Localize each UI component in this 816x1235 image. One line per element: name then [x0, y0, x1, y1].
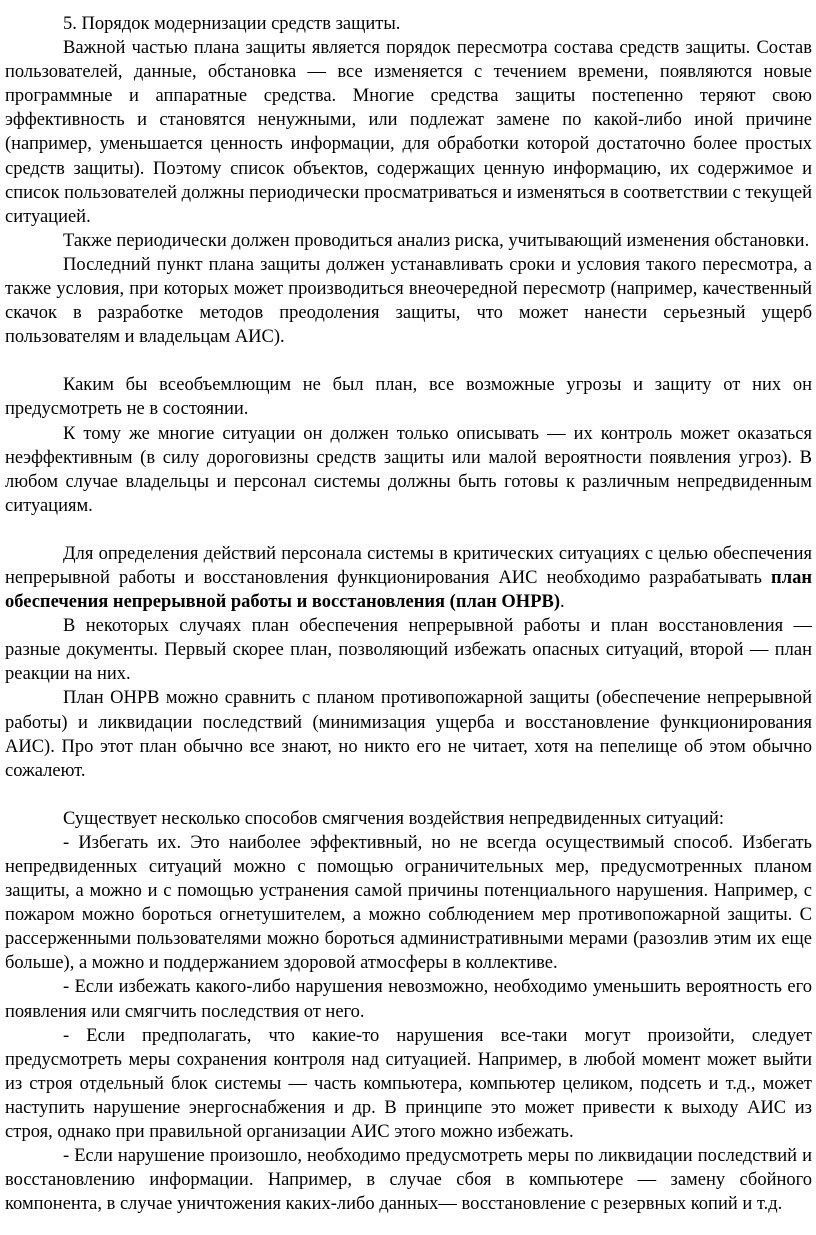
list-item-control: - Если предполагать, что какие-то нарушения все-таки могут произойти, следует предусмотреть меры сохранения контроля над ситуацией. Например, в любой момент может выйти из строя отдельный блок системы — часть компьютера, компьютер целиком, подсеть и т.д., может наступить нарушение энергоснабжения и др. В принципе это может привести к выходу АИС из строя, однако при правильной организации АИС этого можно избежать.: [5, 1025, 812, 1143]
list-item-avoid: - Избегать их. Это наиболее эффективный, но не всегда осуществимый способ. Избегать непредвиденных ситуаций можно с помощью ограничительных мер, предусмотренных планом защиты, а можно и с помощью устранения самой причины потенциального нарушения. Например, с пожаром можно бороться огнетушителем, а можно соблюдением мер противопожарной защиты. С рассерженными пользователями можно бороться административными мерами (разозлив этим их еще больше), а можно и поддержанием здоровой атмосферы в коллективе.: [5, 832, 812, 974]
list-item-recover: - Если нарушение произошло, необходимо предусмотреть меры по ликвидации последствий и восстановлению информации. Например, в случае сбоя в компьютере — замену сбойного компонента, в случае уничтожения каких-либо данных— восстановление с резервных копий и т.д.: [5, 1146, 812, 1215]
paragraph-risk-analysis: Также периодически должен проводиться анализ риска, учитывающий изменения обстановки.: [63, 230, 810, 251]
document-page: [5, 12, 812, 1216]
paragraph-onrv-definition: [5, 542, 812, 614]
paragraph-revision-order: Важной частью плана защиты является порядок пересмотра состава средств защиты. Состав пользователей, данные, обстановка — все изменяется с течением времени, появляются новые программные и аппаратные средства. Многие средства защиты постепенно теряют свою эффективность и становятся ненужными, или подлежат замене по какой-либо иной причине (например, уменьшается ценность информации, для обработки которой достаточно более простых средств защиты). Поэтому список объектов, содержащих ценную информацию, их содержимое и список пользователей должны периодически просматриваться и изменяться в соответствии с текущей ситуацией.: [5, 38, 812, 227]
paragraph-plan-limits: Каким бы всеобъемлющим не был план, все возможные угрозы и защиту от них он предусмотреть не в состоянии.: [5, 375, 812, 420]
section-heading: 5. Порядок модернизации средств защиты.: [63, 14, 401, 34]
onrv-text-after: .: [560, 592, 565, 613]
onrv-text-before: Для определения действий персонала системы в критических ситуациях с целью обеспечения непрерывной работы и восстановления функционирования АИС необходимо разрабатывать: [5, 543, 812, 588]
paragraph-mitigation-intro: Существует несколько способов смягчения воздействия непредвиденных ситуаций:: [63, 808, 725, 829]
list-item-reduce: - Если избежать какого-либо нарушения невозможно, необходимо уменьшить вероятность его появления или смягчить последствия от него.: [5, 977, 812, 1022]
paragraph-fire-comparison: План ОНРВ можно сравнить с планом противопожарной защиты (обеспечение непрерывной работы) и ликвидации последствий (минимизация ущерба и восстановление функционирования АИС). Про этот план обычно все знают, но никто его не читает, хотя на пепелище об этом обычно сожалеют.: [5, 688, 812, 781]
paragraph-revision-terms: Последний пункт плана защиты должен устанавливать сроки и условия такого пересмотра, а также условия, при которых может производиться внеочередной пересмотр (например, качественный скачок в разработке методов преодоления защиты, что может нанести серьезный ущерб пользователям и владельцам АИС).: [5, 254, 812, 348]
paragraph-unforeseen-situations: К тому же многие ситуации он должен только описывать — их контроль может оказаться неэффективным (в силу дороговизны средств защиты или малой вероятности появления угроз). В любом случае владельцы и персонал системы должны быть готовы к различным непредвиденным ситуациям.: [5, 423, 812, 516]
onrv-plan-term: план обеспечения непрерывной работы и восстановления (план ОНРВ): [5, 567, 812, 613]
paragraph-plan-documents: В некоторых случаях план обеспечения непрерывной работы и план восстановления — разные документы. Первый скорее план, позволяющий избежать опасных ситуаций, второй — план реакции на них.: [5, 616, 812, 685]
